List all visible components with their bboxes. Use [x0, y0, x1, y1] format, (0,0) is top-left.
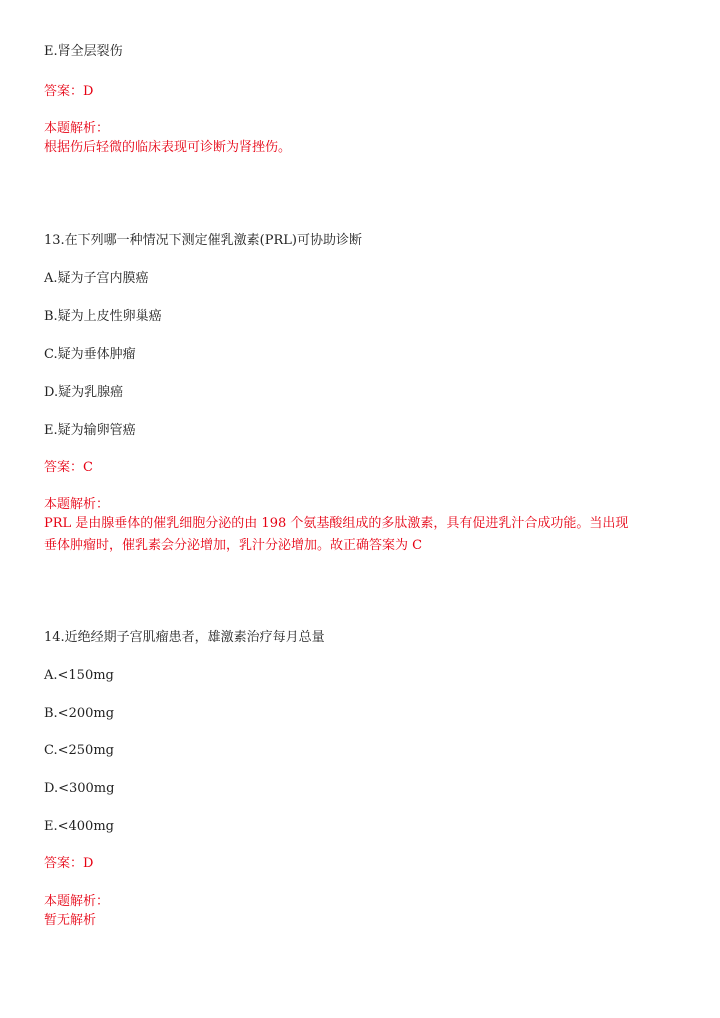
- q13-stem: 13.在下列哪一种情况下测定催乳激素(PRL)可协助诊断: [44, 233, 362, 248]
- q13-option-e: E.疑为输卵管癌: [44, 423, 136, 438]
- q13-answer: 答案：C: [44, 460, 93, 475]
- q12-option-e: E.肾全层裂伤: [44, 44, 123, 59]
- q13-analysis-label: 本题解析：: [44, 497, 110, 512]
- q14-analysis-text: 暂无解析: [44, 913, 97, 928]
- q14-option-e: E.<400mg: [44, 819, 114, 834]
- q12-analysis-text: 根据伤后轻微的临床表现可诊断为肾挫伤。: [44, 140, 292, 155]
- q14-analysis-label: 本题解析：: [44, 894, 110, 909]
- q13-analysis-line-1: PRL 是由腺垂体的催乳细胞分泌的由 198 个氨基酸组成的多肽激素，具有促进乳汁合成功能。当出现: [44, 516, 629, 531]
- q14-option-c: C.<250mg: [44, 743, 114, 758]
- q14-answer: 答案：D: [44, 856, 94, 871]
- q13-option-c: C.疑为垂体肿瘤: [44, 347, 136, 362]
- q14-stem: 14.近绝经期子宫肌瘤患者，雄激素治疗每月总量: [44, 630, 325, 645]
- q14-option-b: B.<200mg: [44, 706, 115, 721]
- q12-analysis-label: 本题解析：: [44, 121, 110, 136]
- q13-option-d: D.疑为乳腺癌: [44, 385, 124, 400]
- q13-option-b: B.疑为上皮性卵巢癌: [44, 309, 162, 324]
- q14-option-d: D.<300mg: [44, 781, 115, 796]
- q12-answer: 答案：D: [44, 84, 94, 99]
- q13-option-a: A.疑为子宫内膜癌: [44, 271, 149, 286]
- q14-option-a: A.<150mg: [44, 668, 114, 683]
- q13-analysis-line-2: 垂体肿瘤时，催乳素会分泌增加，乳汁分泌增加。故正确答案为 C: [44, 538, 423, 553]
